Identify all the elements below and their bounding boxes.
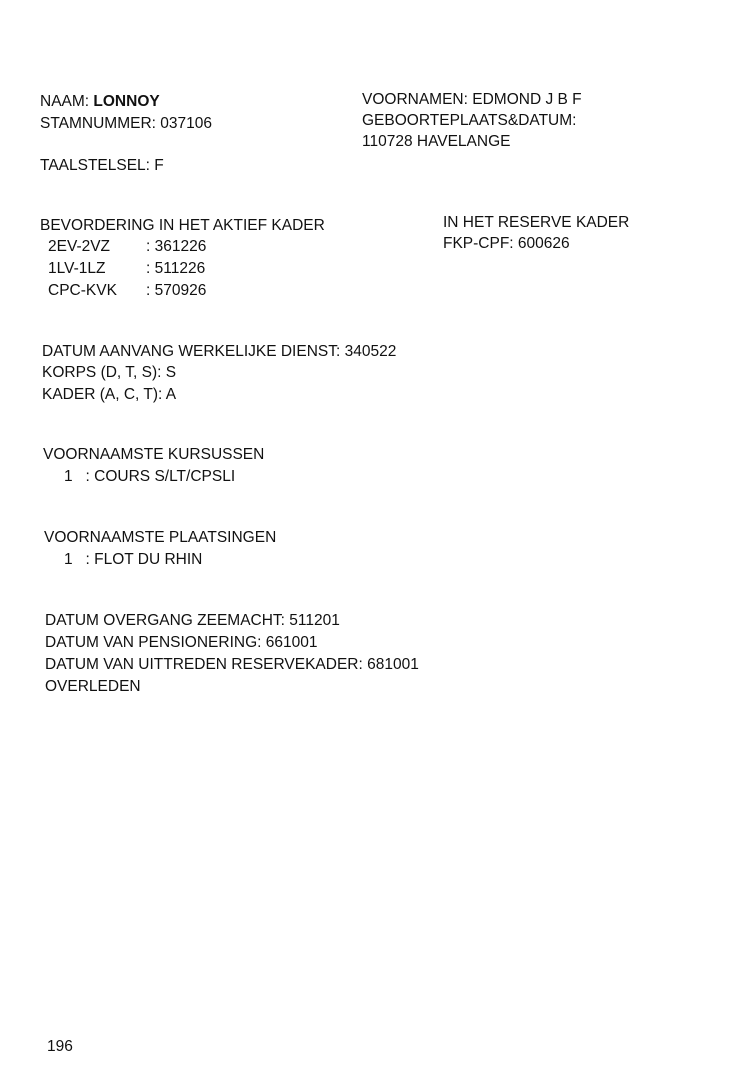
language-label: TAALSTELSEL: — [40, 157, 150, 174]
promotion-date: : 511226 — [146, 260, 206, 277]
birth-label: GEBOORTEPLAATS&DATUM: — [362, 112, 577, 129]
courses-heading: VOORNAAMSTE KURSUSSEN — [43, 446, 265, 463]
promotion-row — [48, 258, 205, 279]
reserve-heading: IN HET RESERVE KADER — [443, 214, 630, 231]
promotion-date: : 570926 — [146, 282, 207, 299]
posting-text: : FLOT DU RHIN — [85, 551, 203, 568]
service-start-value: 340522 — [344, 343, 397, 360]
corps-label: KORPS (D, T, S): — [42, 364, 162, 381]
active-heading: BEVORDERING IN HET AKTIEF KADER — [40, 217, 325, 234]
promotion-date: : 361226 — [146, 238, 207, 255]
stamnummer-label: STAMNUMMER: — [40, 115, 156, 132]
promotion-row — [48, 280, 206, 301]
kader-row — [42, 384, 176, 405]
posting-num: 1 — [64, 551, 73, 568]
navy-transfer-date: DATUM OVERGANG ZEEMACHT: 511201 — [45, 612, 340, 629]
firstnames-row — [362, 89, 582, 110]
corps-value: S — [165, 364, 177, 381]
firstnames-value: EDMOND J B F — [472, 91, 582, 108]
promotion-rank: 2EV-2VZ — [48, 238, 111, 255]
posting-item — [64, 549, 202, 570]
service-start-row — [42, 341, 396, 362]
course-item — [64, 466, 235, 487]
deceased-status: OVERLEDEN — [45, 678, 141, 695]
postings-heading: VOORNAAMSTE PLAATSINGEN — [44, 529, 277, 546]
course-text: : COURS S/LT/CPSLI — [85, 468, 236, 485]
reserve-exit-date: DATUM VAN UITTREDEN RESERVEKADER: 681001 — [45, 656, 419, 673]
service-start-label: DATUM AANVANG WERKELIJKE DIENST: — [42, 343, 341, 360]
language-value: F — [154, 157, 164, 174]
reserve-item: FKP-CPF: 600626 — [443, 235, 570, 252]
name-row — [40, 91, 160, 112]
language-row — [40, 155, 164, 176]
kader-label: KADER (A, C, T): — [42, 386, 163, 403]
kader-value: A — [165, 386, 177, 403]
promotion-row — [48, 236, 206, 257]
stamnummer-row — [40, 113, 212, 134]
firstnames-label: VOORNAMEN: — [362, 91, 468, 108]
name-value: LONNOY — [93, 93, 160, 110]
name-label: NAAM: — [40, 93, 90, 110]
promotion-rank: CPC-KVK — [48, 282, 117, 299]
stamnummer-value: 037106 — [160, 115, 213, 132]
page-number: 196 — [47, 1038, 73, 1055]
birth-value: 110728 HAVELANGE — [362, 133, 511, 150]
corps-row — [42, 362, 176, 383]
promotion-rank: 1LV-1LZ — [48, 260, 106, 277]
course-num: 1 — [64, 468, 73, 485]
pension-date: DATUM VAN PENSIONERING: 661001 — [45, 634, 318, 651]
